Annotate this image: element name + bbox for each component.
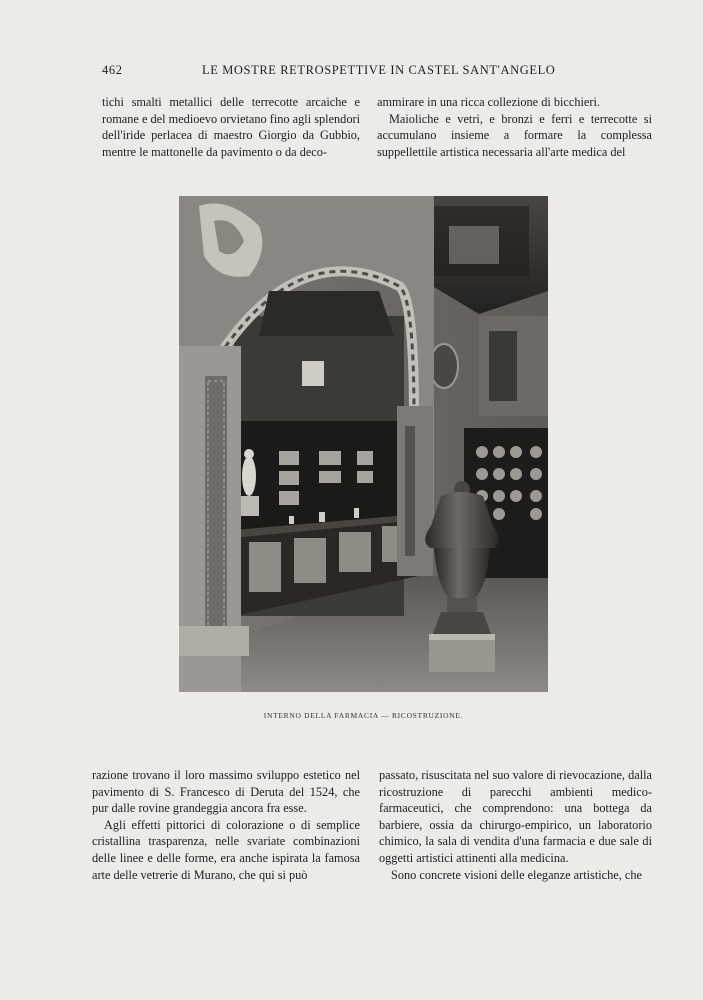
paragraph: Maioliche e vetri, e bronzi e ferri e terrecotte si accumulano insieme a formare la complessa suppellettile artistica necessaria all'arte medica del: [377, 111, 652, 159]
paragraph: Sono concrete visioni delle eleganze artistiche, che: [391, 867, 642, 882]
text-column-bottom-left: [92, 767, 360, 883]
text-column-top-right: [377, 94, 652, 160]
paragraph: passato, risuscitata nel suo valore di rievocazione, dalla ricostruzione di parecchi ambienti medico-farmaceutici, che comprendono: una bottega da barbiere, ossia da chirurgo-empirico, un laboratorio chimico, la sala di vendita d'una farmacia e due sale di oggetti artistici attinenti alla medicina.: [379, 768, 652, 865]
text-column-top-left: [102, 94, 360, 160]
running-header: [102, 63, 652, 81]
paragraph: tichi smalti metallici delle terrecotte arcaiche e romane e del medioevo orvietano fino agli splendori dell'iride perlacea di maestro Giorgio da Gubbio, mentre le mattonelle da pavimento o da deco-: [102, 95, 360, 159]
paragraph: Agli effetti pittorici di colorazione o di semplice cristallina trasparenza, nelle svariate combinazioni delle linee e delle forme, era anche ispirata la famosa arte delle vetrerie di Murano, che qui si può: [92, 817, 360, 882]
pharmacy-interior-photograph: [179, 196, 548, 692]
text-column-bottom-right: [379, 767, 652, 883]
running-title: LE MOSTRE RETROSPETTIVE IN CASTEL SANT'ANGELO: [202, 63, 556, 77]
paragraph: ammirare in una ricca collezione di bicchieri.: [377, 95, 600, 109]
page-number: 462: [102, 63, 123, 77]
figure-caption: INTERNO DELLA FARMACIA — RICOSTRUZIONE.: [263, 711, 464, 720]
paragraph: razione trovano il loro massimo sviluppo estetico nel pavimento di S. Francesco di Deruta del 1524, che pur dalle rovine grandeggia ancora fra esse.: [92, 768, 360, 816]
